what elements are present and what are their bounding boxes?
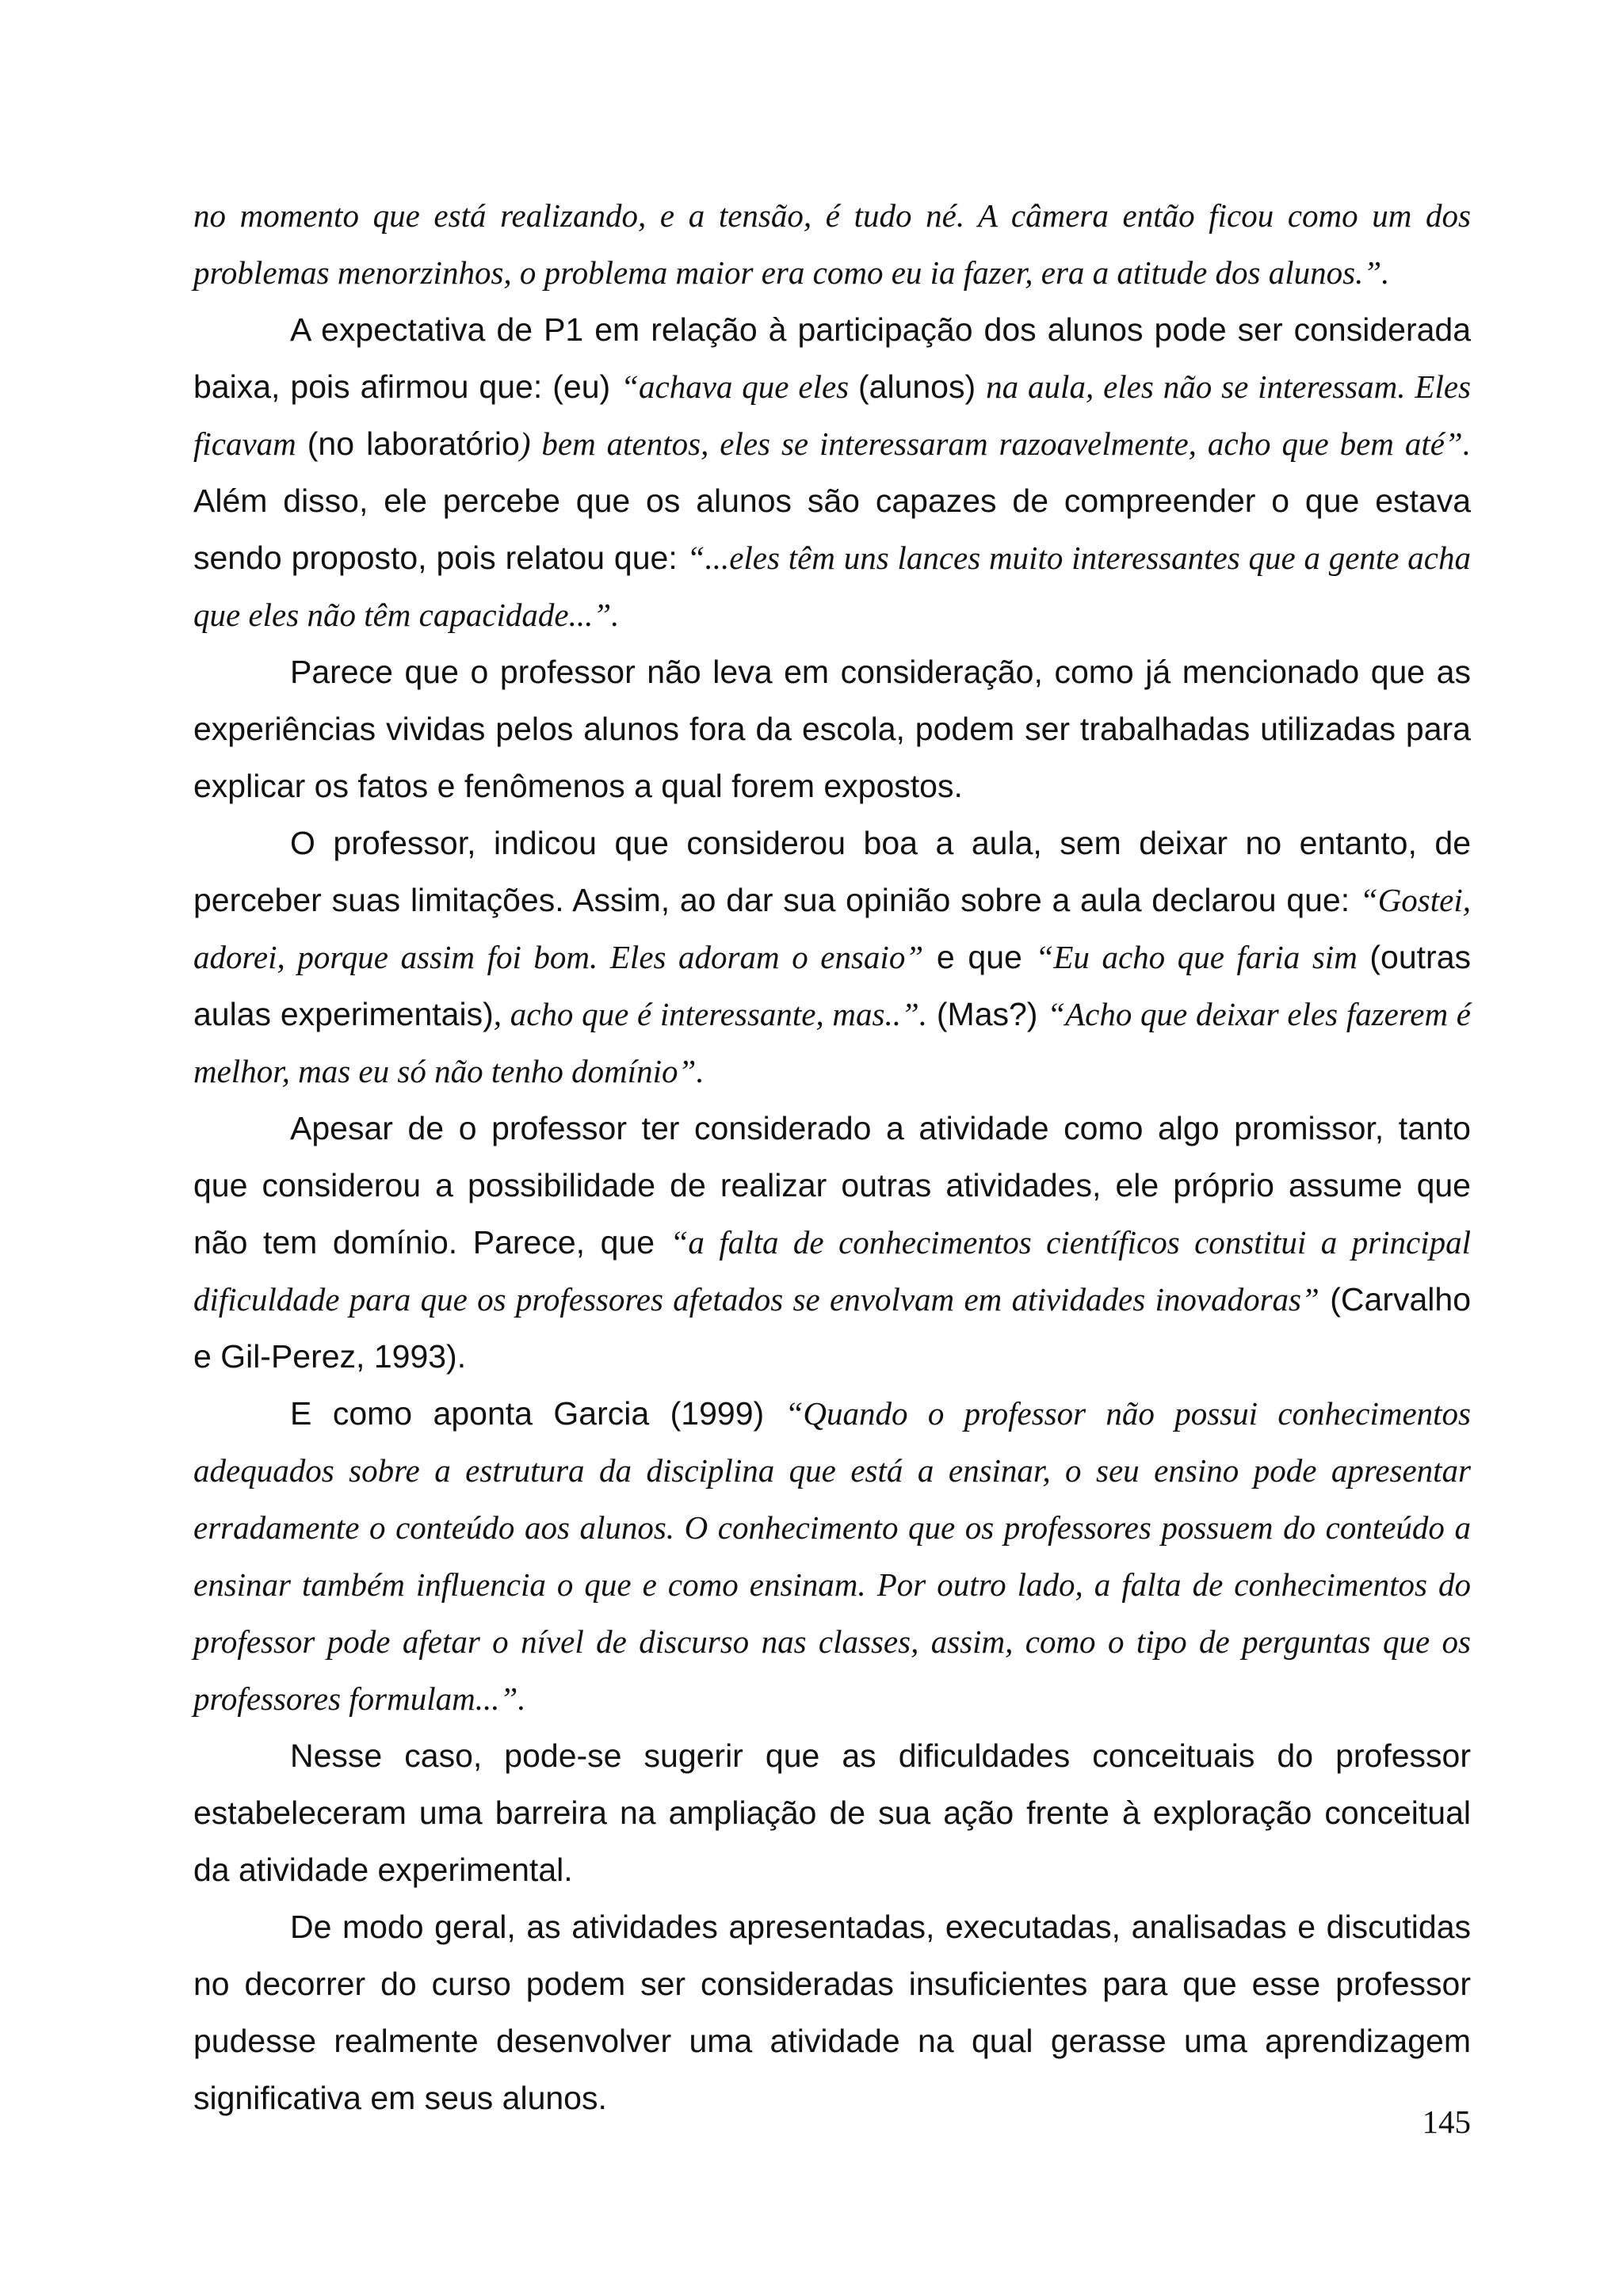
- quote-text: na aula, eles não se interessam. Eles ficavam: [193, 368, 1472, 462]
- quote-text: “a falta de conhecimentos científicos constitui a principal dificuldade para que os professores afetados se envolvam em atividades inovadoras”: [193, 1224, 1471, 1318]
- page-number: 145: [1422, 2103, 1471, 2140]
- paragraph: [193, 643, 1471, 814]
- body-text-run: Parece que o professor não leva em consideração, como já mencionado que as experiências vividas pelos alunos fora da escola, podem ser trabalhadas utilizadas para explicar os fatos e fenômenos a qual forem expostos.: [193, 654, 1471, 804]
- paragraph: [193, 1100, 1471, 1385]
- paragraph: [193, 1898, 1471, 2126]
- body-text-run: e que: [923, 939, 1036, 975]
- body-text: [193, 187, 1471, 2126]
- body-text-run: E como aponta Garcia (1999): [290, 1395, 785, 1432]
- paragraph: [193, 814, 1471, 1100]
- paragraph: [193, 1385, 1471, 1727]
- quote-text: “Gostei, adorei, porque assim foi bom. Eles adoram o ensaio”: [193, 882, 1471, 975]
- quote-text: , acho que é interessante, mas..”.: [493, 996, 928, 1032]
- body-text-run: (Carvalho e Gil-Perez, 1993).: [193, 1281, 1472, 1375]
- quote-text: ) bem atentos, eles se interessaram razoavelmente, acho que bem até”.: [519, 425, 1471, 462]
- body-text-run: Apesar de o professor ter considerado a atividade como algo promissor, tanto que considerou a possibilidade de realizar outras atividades, ele próprio assume que não tem domínio. Parece, que: [193, 1110, 1471, 1261]
- body-text-run: (outras aulas experimentais): [193, 939, 1471, 1032]
- quote-text: no momento que está realizando, e a tensão, é tudo né. A câmera então ficou como um dos problemas menorzinhos, o problema maior era como eu ia fazer, era a atitude dos alunos.”.: [193, 197, 1471, 291]
- body-text-run: (Mas?): [927, 996, 1048, 1032]
- body-text-run: (no laboratório: [307, 425, 520, 462]
- body-text-run: (alunos): [858, 368, 987, 405]
- quote-text: “Eu acho que faria sim: [1035, 939, 1370, 975]
- quote-text: “Quando o professor não possui conhecimentos adequados sobre a estrutura da disciplina que está a ensinar, o seu ensino pode apresentar erradamente o conteúdo aos alunos. O conhecimento que os professores possuem do conteúdo a ensinar também influencia o que e como ensinam. Por outro lado, a falta de conhecimentos do professor pode afetar o nível de discurso nas classes, assim, como o tipo de perguntas que os professores formulam...”.: [193, 1395, 1471, 1717]
- body-text-run: Além disso, ele percebe que os alunos são capazes de compreender o que estava sendo proposto, pois relatou que:: [193, 482, 1471, 576]
- body-text-run: Nesse caso, pode-se sugerir que as dificuldades conceituais do professor estabeleceram uma barreira na ampliação de sua ação frente à exploração conceitual da atividade experimental.: [193, 1737, 1471, 1888]
- quote-text: “Acho que deixar eles fazerem é melhor, mas eu só não tenho domínio”.: [193, 996, 1472, 1089]
- paragraph: [193, 187, 1471, 301]
- paragraph: [193, 1727, 1471, 1898]
- body-text-run: De modo geral, as atividades apresentadas, executadas, analisadas e discutidas no decorrer do curso podem ser consideradas insuficientes para que esse professor pudesse realmente desenvolver uma atividade na qual gerasse uma aprendizagem significativa em seus alunos.: [193, 1909, 1471, 2116]
- paragraph: [193, 301, 1471, 643]
- body-text-run: A expectativa de P1 em relação à participação dos alunos pode ser considerada baixa, pois afirmou que: (eu): [193, 311, 1471, 405]
- body-text-run: O professor, indicou que considerou boa a aula, sem deixar no entanto, de perceber suas limitações. Assim, ao dar sua opinião sobre a aula declarou que:: [193, 825, 1471, 918]
- quote-text: “achava que eles: [621, 368, 859, 405]
- quote-text: “...eles têm uns lances muito interessantes que a gente acha que eles não têm capacidade...”.: [193, 540, 1471, 633]
